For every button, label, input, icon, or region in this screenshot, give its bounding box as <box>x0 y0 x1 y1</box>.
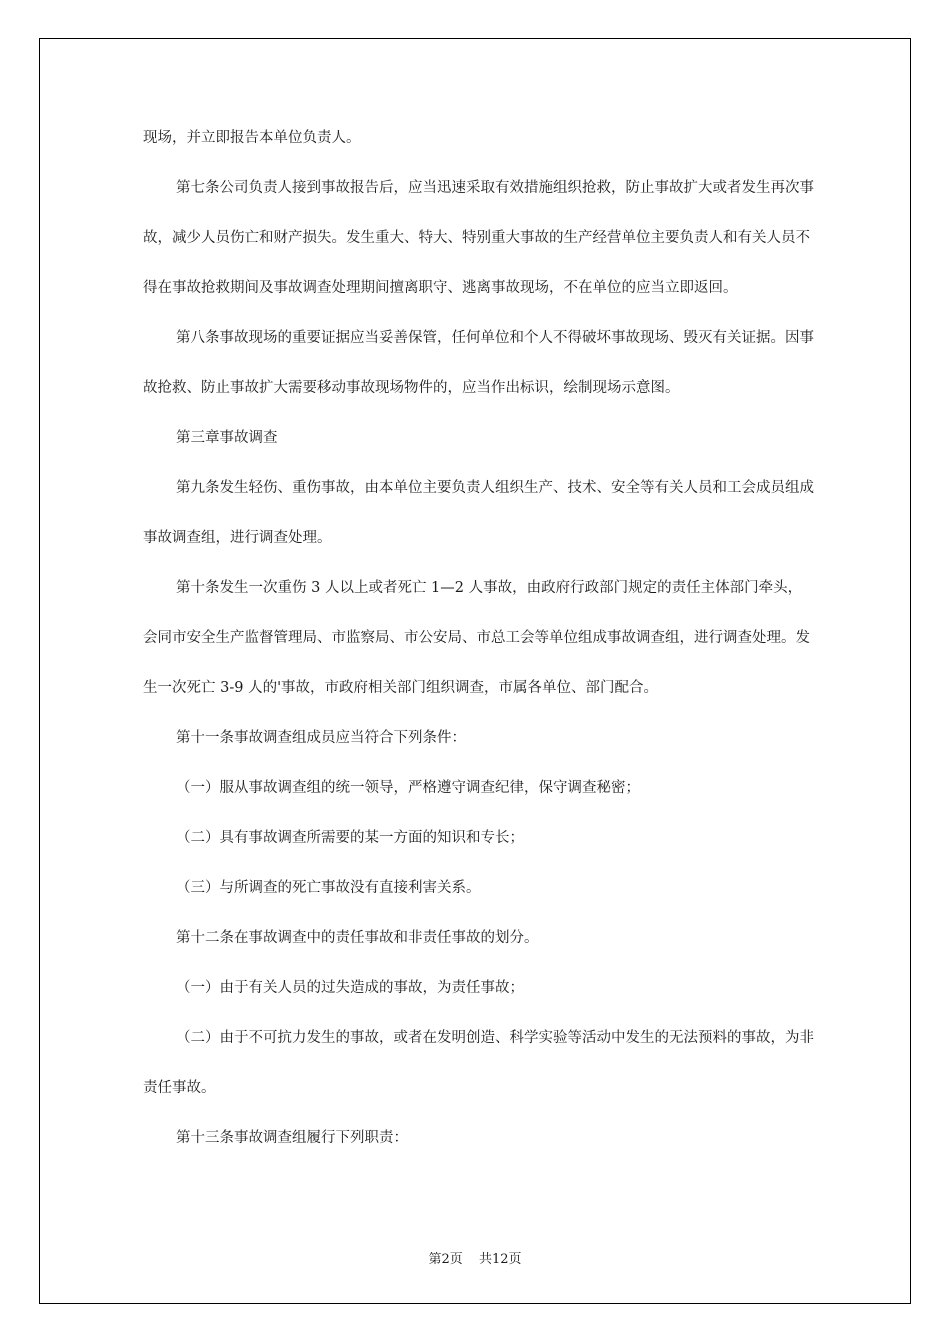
page-number: 第2页 <box>428 1252 463 1267</box>
page-total: 共12页 <box>478 1252 522 1267</box>
paragraph: 第十一条事故调查组成员应当符合下列条件： <box>176 730 466 746</box>
paragraph: （二）由于不可抗力发生的事故，或者在发明创造、科学实验等活动中发生的无法预料的事故，为非责任事故。 <box>143 1030 814 1096</box>
paragraph: 第十条发生一次重伤 3 人以上或者死亡 1—2 人事故，由政府行政部门规定的责任主体部门牵头，会同市安全生产监督管理局、市监察局、市公安局、市总工会等单位组成事故调查组，进行调查处理。发生一次死亡 3-9 人的'事故，市政府相关部门组织调查，市属各单位、部门配合。 <box>143 580 810 696</box>
paragraph: 第九条发生轻伤、重伤事故，由本单位主要负责人组织生产、技术、安全等有关人员和工会成员组成事故调查组，进行调查处理。 <box>143 480 814 546</box>
paragraph: 现场，并立即报告本单位负责人。 <box>143 130 361 146</box>
paragraph: （一）服从事故调查组的统一领导，严格遵守调查纪律，保守调查秘密； <box>176 780 640 796</box>
paragraph: （二）具有事故调查所需要的某一方面的知识和专长； <box>176 830 524 846</box>
paragraph: 第十三条事故调查组履行下列职责： <box>176 1130 408 1146</box>
paragraph: （三）与所调查的死亡事故没有直接利害关系。 <box>176 880 481 896</box>
paragraph: 第八条事故现场的重要证据应当妥善保管，任何单位和个人不得破坏事故现场、毁灭有关证据。因事故抢救、防止事故扩大需要移动事故现场物件的，应当作出标识，绘制现场示意图。 <box>143 330 814 396</box>
paragraph: 第七条公司负责人接到事故报告后，应当迅速采取有效措施组织抢救，防止事故扩大或者发生再次事故，减少人员伤亡和财产损失。发生重大、特大、特别重大事故的生产经营单位主要负责人和有关人员不得在事故抢救期间及事故调查处理期间擅离职守、逃离事故现场，不在单位的应当立即返回。 <box>143 180 814 296</box>
document-body <box>143 113 815 1163</box>
paragraph: （一）由于有关人员的过失造成的事故，为责任事故； <box>176 980 524 996</box>
page-footer <box>0 1248 950 1267</box>
paragraph: 第十二条在事故调查中的责任事故和非责任事故的划分。 <box>176 930 539 946</box>
paragraph: 第三章事故调查 <box>176 430 278 446</box>
